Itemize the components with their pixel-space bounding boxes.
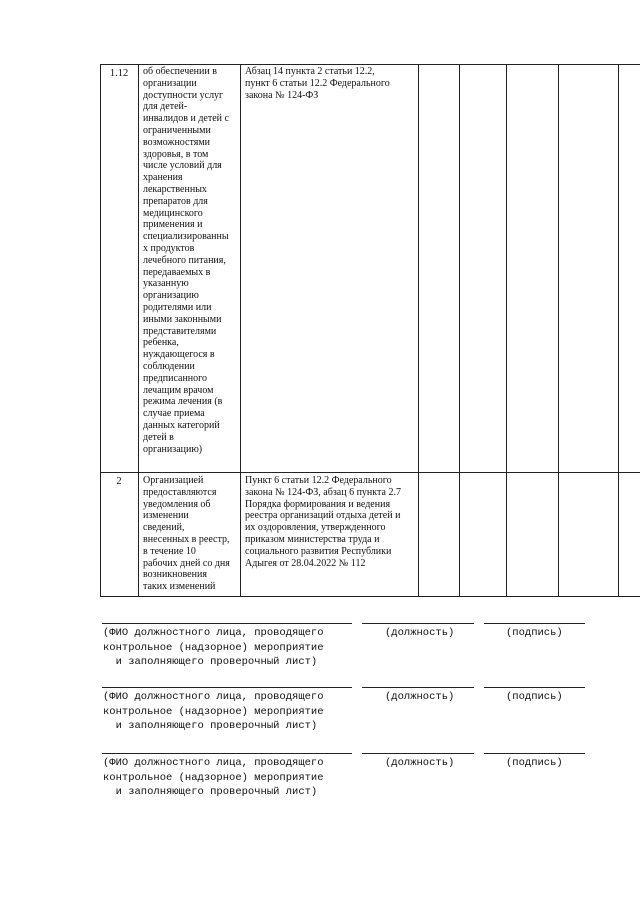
table-border-top bbox=[100, 64, 640, 65]
signature-caption: (подпись) bbox=[506, 627, 563, 639]
position-caption: (должность) bbox=[385, 691, 455, 703]
table-border-bottom bbox=[100, 596, 640, 597]
handwritten-signature-line[interactable] bbox=[484, 753, 585, 754]
name-signature-line[interactable] bbox=[102, 623, 352, 624]
position-signature-line[interactable] bbox=[362, 623, 474, 624]
table-column-divider bbox=[240, 64, 241, 597]
requirement-text: об обеспечении в организации доступности услуг для детей- инвалидов и детей с ограниченными возможностями здоровья, в том числе условий для хранения лекарственных препаратов для медицинского применения и специализированны х продуктов лечебного питания, передаваемых в указанную организацию родителями или иными законными представителями ребенка, нуждающегося в соблюдении предписанного лечащим врачом режима лечения (в случае приема данных категорий детей в организацию) bbox=[143, 66, 229, 455]
official-name-caption: (ФИО должностного лица, проводящего контрольное (надзорное) мероприятие и заполняющего проверочный лист) bbox=[103, 691, 324, 732]
table-column-divider bbox=[618, 64, 619, 597]
official-name-caption: (ФИО должностного лица, проводящего контрольное (надзорное) мероприятие и заполняющего проверочный лист) bbox=[103, 627, 324, 668]
position-signature-line[interactable] bbox=[362, 687, 474, 688]
row-number: 1.12 bbox=[109, 68, 129, 79]
table-column-divider bbox=[558, 64, 559, 597]
table-column-divider bbox=[418, 64, 419, 597]
position-caption: (должность) bbox=[385, 627, 455, 639]
signature-caption: (подпись) bbox=[506, 757, 563, 769]
table-column-divider bbox=[459, 64, 460, 597]
table-column-divider bbox=[138, 64, 139, 597]
signature-caption: (подпись) bbox=[506, 691, 563, 703]
name-signature-line[interactable] bbox=[102, 687, 352, 688]
handwritten-signature-line[interactable] bbox=[484, 687, 585, 688]
row-number: 2 bbox=[116, 476, 122, 487]
table-column-divider bbox=[506, 64, 507, 597]
handwritten-signature-line[interactable] bbox=[484, 623, 585, 624]
table-border-left bbox=[100, 64, 101, 597]
legal-reference-text: Абзац 14 пункта 2 статьи 12.2, пункт 6 статьи 12.2 Федерального закона № 124-ФЗ bbox=[245, 66, 390, 101]
table-row-divider bbox=[100, 472, 640, 473]
name-signature-line[interactable] bbox=[102, 753, 352, 754]
legal-reference-text: Пункт 6 статьи 12.2 Федерального закона № 124-ФЗ, абзац 6 пункта 2.7 Порядка формирования и ведения реестра организаций отдыха детей и их оздоровления, утвержденного приказом министерства труда и социального развития Республики Адыгея от 28.04.2022 № 112 bbox=[245, 475, 401, 569]
position-caption: (должность) bbox=[385, 757, 455, 769]
requirement-text: Организацией предоставляются уведомления об изменении сведений, внесенных в реестр, в течение 10 рабочих дней со дня возникновения таких изменений bbox=[143, 475, 230, 593]
official-name-caption: (ФИО должностного лица, проводящего контрольное (надзорное) мероприятие и заполняющего проверочный лист) bbox=[103, 757, 324, 798]
position-signature-line[interactable] bbox=[362, 753, 474, 754]
